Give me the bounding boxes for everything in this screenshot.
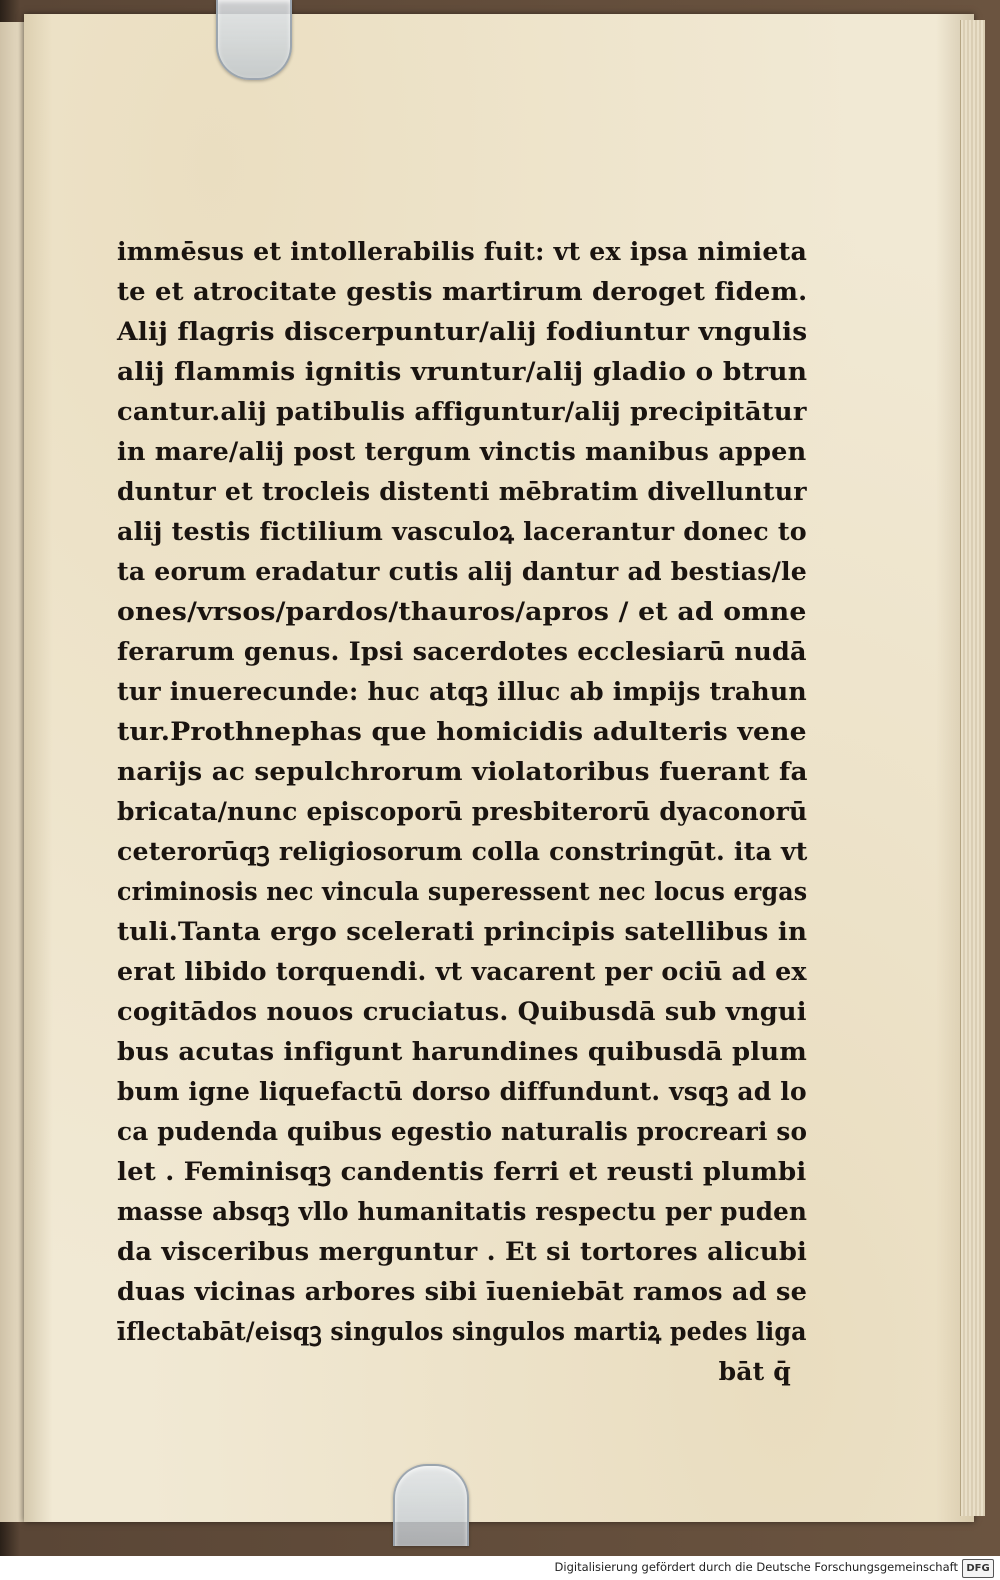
text-line: bus acutas infigunt harundines quibusdā plum — [117, 1037, 807, 1066]
footer-credit: Digitalisierung gefördert durch die Deutsche Forschungsgemeinschaft — [554, 1560, 958, 1574]
text-line: bricata/nunc episcoporū presbiterorū dyaconorū — [117, 797, 808, 826]
text-line: immēsus et intollerabilis fuit: vt ex ipsa nimieta — [117, 237, 807, 266]
text-line: ca pudenda quibus egestio naturalis procreari so — [117, 1117, 808, 1146]
text-line: ceterorūqꝫ religiosorum colla constringūt. ita vt — [117, 837, 808, 866]
text-line: alij testis fictilium vasculoꝝ lacerantur donec to — [117, 517, 807, 546]
book-clamp-bottom — [393, 1464, 469, 1546]
printed-text-block — [117, 232, 807, 1392]
text-line: tuli.Tanta ergo scelerati principis satellibus in — [117, 917, 808, 946]
text-line: criminosis nec vincula superessent nec locus ergas — [117, 877, 808, 906]
dfg-logo: DFG — [962, 1559, 994, 1578]
text-line: ta eorum eradatur cutis alij dantur ad bestias/le — [117, 557, 807, 586]
text-line: cogitādos nouos cruciatus. Quibusdā sub vngui — [117, 997, 807, 1026]
page-edges — [960, 20, 985, 1516]
text-line: bum igne liquefactū dorso diffundunt. vsqꝫ ad lo — [117, 1077, 807, 1106]
text-line: ones/vrsos/pardos/thauros/apros / et ad omne — [117, 597, 807, 626]
text-line: īflectabāt/eisqꝫ singulos singulos martiꝝ pedes liga — [117, 1317, 807, 1346]
text-line: tur.Prothnephas que homicidis adulteris vene — [117, 717, 807, 746]
text-line: ferarum genus. Ipsi sacerdotes ecclesiarū nudā — [117, 637, 807, 666]
text-line: cantur.alij patibulis affiguntur/alij precipitātur — [117, 397, 807, 426]
book-clamp-top — [216, 0, 292, 80]
text-line: erat libido torquendi. vt vacarent per ociū ad ex — [117, 957, 807, 986]
text-line: alij flammis ignitis vruntur/alij gladio o btrun — [117, 357, 808, 386]
text-line: narijs ac sepulchrorum violatoribus fuerant fa — [117, 757, 808, 786]
text-line: da visceribus merguntur . Et si tortores alicubi — [117, 1237, 808, 1266]
text-line: in mare/alij post tergum vinctis manibus appen — [117, 437, 807, 466]
text-line: let . Feminisqꝫ candentis ferri et reusti plumbi — [117, 1157, 807, 1186]
digitization-footer — [0, 1556, 1000, 1580]
text-line: te et atrocitate gestis martirum deroget fidem. — [117, 277, 808, 306]
catchword: bāt q̄ — [718, 1357, 791, 1386]
text-line: duntur et trocleis distenti mēbratim divelluntur — [117, 477, 807, 506]
text-line: duas vicinas arbores sibi īueniebāt ramos ad se — [117, 1277, 808, 1306]
text-line: masse absqꝫ vllo humanitatis respectu per puden — [117, 1197, 808, 1226]
text-line: Alij flagris discerpuntur/alij fodiuntur vngulis — [117, 317, 808, 346]
text-line: tur inuerecunde: huc atqꝫ illuc ab impijs trahun — [117, 677, 807, 706]
